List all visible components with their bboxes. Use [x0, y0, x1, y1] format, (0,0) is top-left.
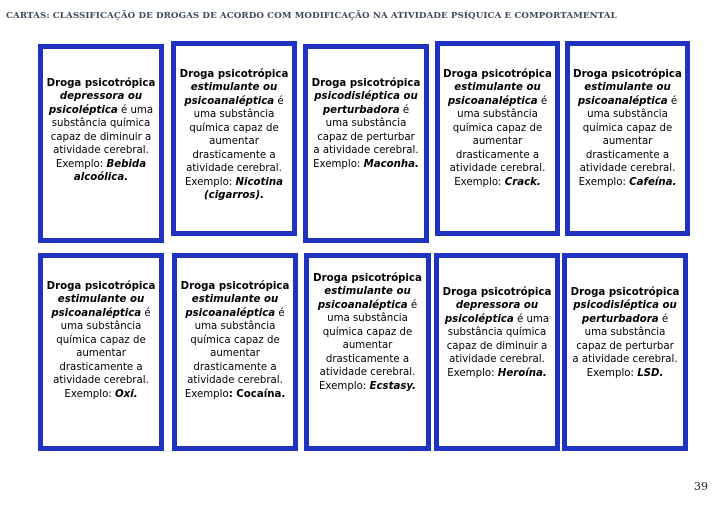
- card-line: [584, 81, 670, 94]
- card-text: drasticamente a: [59, 361, 143, 373]
- card-text: drasticamente a: [192, 149, 276, 161]
- card-text: uma substância: [60, 321, 142, 333]
- card-line: [323, 326, 412, 339]
- card-text: substância química: [51, 118, 151, 130]
- card-text: química capaz de: [322, 326, 413, 338]
- card-line: [58, 293, 144, 306]
- card-line: [56, 334, 145, 347]
- page-number: 39: [694, 480, 708, 493]
- card-text: ou: [399, 91, 418, 103]
- card-text: é uma: [117, 104, 154, 116]
- card-text: uma substância: [193, 109, 275, 121]
- card-text: estimulante ou: [57, 294, 145, 306]
- drug-card: [435, 41, 560, 236]
- card-text: (cigarros).: [204, 190, 264, 202]
- card-line: [192, 149, 275, 162]
- card-line: [185, 388, 285, 401]
- card-line: [320, 366, 416, 379]
- card-text: drasticamente a: [325, 353, 410, 365]
- card-line: [454, 176, 541, 189]
- card-line: [61, 320, 142, 333]
- card-text: Nicotina: [235, 176, 284, 188]
- card-line: [585, 326, 666, 339]
- card-text: drasticamente a: [455, 149, 540, 161]
- card-text: estimulante ou: [584, 82, 671, 94]
- card-text: Exemplo: [184, 388, 229, 400]
- card-line: [324, 285, 410, 298]
- card-text: atividade cerebral.: [449, 354, 545, 366]
- drug-card: [171, 41, 297, 236]
- card-line: [210, 347, 260, 360]
- card-text: atividade cerebral.: [53, 375, 149, 387]
- card-line: [313, 272, 422, 285]
- card-text: Ecstasy.: [369, 380, 416, 392]
- card-text: Droga psicotrópica: [570, 287, 680, 298]
- card-line: [586, 149, 669, 162]
- card-line: [317, 131, 415, 144]
- card-text: aumentar: [210, 348, 260, 360]
- card-line: [456, 299, 538, 312]
- card-text: é: [407, 299, 418, 311]
- card-text: depressora ou: [59, 91, 143, 103]
- card-line: [573, 68, 682, 81]
- drug-card: [38, 44, 164, 243]
- card-text: psicodisléptica: [573, 300, 659, 312]
- card-line: [60, 90, 142, 103]
- card-line: [445, 313, 549, 326]
- card-text: Droga psicotrópica: [311, 78, 421, 89]
- card-text: Oxi.: [114, 388, 138, 400]
- card-text: química capaz de: [452, 122, 543, 134]
- card-text: a atividade cerebral.: [313, 145, 419, 157]
- card-text: química capaz de: [582, 122, 673, 134]
- card-text: Crack.: [504, 176, 541, 188]
- card-text: é: [141, 307, 151, 319]
- card-text: capaz de diminuir a: [446, 340, 548, 352]
- card-line: [457, 108, 538, 121]
- card-line: [190, 334, 279, 347]
- card-text: ou: [658, 300, 677, 312]
- card-line: [184, 95, 283, 108]
- card-text: Exemplo:: [184, 176, 236, 188]
- card-text: uma substância: [325, 118, 407, 130]
- card-line: [579, 176, 677, 189]
- card-text: Droga psicotrópica: [46, 78, 156, 89]
- card-text: Droga psicotrópica: [46, 281, 156, 292]
- drug-card: [434, 253, 560, 451]
- card-line: [443, 286, 552, 299]
- card-line: [195, 320, 276, 333]
- card-text: química capaz de: [189, 122, 279, 134]
- card-line: [343, 339, 393, 352]
- card-line: [456, 149, 539, 162]
- card-text: substância química: [447, 327, 547, 339]
- card-line: [450, 162, 546, 175]
- card-line: [312, 77, 421, 90]
- card-line: [582, 313, 668, 326]
- card-text: é: [667, 95, 678, 107]
- drug-card: [38, 253, 164, 451]
- card-line: [587, 367, 664, 380]
- card-line: [191, 81, 277, 94]
- card-text: perturbadora: [581, 313, 659, 325]
- card-text: é: [399, 104, 410, 116]
- card-text: psicoanaléptica: [185, 307, 276, 319]
- card-text: Heroína.: [497, 367, 547, 379]
- card-line: [64, 388, 137, 401]
- card-text: estimulante ou: [191, 294, 279, 306]
- card-line: [185, 176, 283, 189]
- card-line: [189, 122, 278, 135]
- card-text: é: [275, 307, 285, 319]
- card-text: capaz de diminuir a: [50, 131, 152, 143]
- card-line: [186, 162, 282, 175]
- card-text: atividade cerebral.: [449, 163, 546, 175]
- card-text: psicoanaléptica: [184, 95, 275, 107]
- card-text: atividade cerebral.: [186, 163, 282, 175]
- card-text: atividade cerebral.: [319, 367, 416, 379]
- card-text: Exemplo:: [586, 367, 638, 379]
- card-line: [313, 144, 418, 157]
- card-line: [326, 353, 409, 366]
- card-line: [453, 122, 542, 135]
- card-text: química capaz de: [56, 334, 146, 346]
- card-text: aumentar: [342, 340, 393, 352]
- card-text: Bebida: [106, 158, 147, 170]
- card-text: Cafeína.: [629, 176, 677, 188]
- card-text: drasticamente a: [193, 361, 277, 373]
- card-text: estimulante ou: [324, 286, 411, 298]
- card-line: [319, 380, 416, 393]
- card-text: uma substância: [584, 327, 666, 339]
- card-line: [571, 286, 680, 299]
- card-line: [313, 158, 419, 171]
- card-line: [193, 361, 276, 374]
- card-text: Exemplo:: [578, 176, 630, 188]
- card-text: Maconha.: [363, 158, 419, 170]
- card-line: [326, 117, 407, 130]
- drug-card: [172, 253, 298, 451]
- card-text: Droga psicotrópica: [442, 287, 552, 298]
- card-text: aumentar: [472, 136, 523, 148]
- card-line: [587, 108, 668, 121]
- card-text: aumentar: [209, 136, 259, 148]
- card-text: uma substância: [587, 109, 668, 121]
- card-text: Droga psicotrópica: [443, 69, 552, 80]
- card-line: [603, 135, 653, 148]
- card-text: a atividade cerebral.: [572, 354, 678, 366]
- card-text: psicoanaléptica: [577, 95, 668, 107]
- card-text: estimulante ou: [454, 82, 541, 94]
- card-text: Exemplo:: [313, 158, 364, 170]
- card-line: [583, 122, 672, 135]
- card-text: psicodisléptica: [314, 91, 400, 103]
- card-line: [580, 162, 676, 175]
- card-line: [53, 144, 149, 157]
- card-line: [192, 293, 278, 306]
- card-text: uma substância: [457, 109, 538, 121]
- card-line: [572, 353, 677, 366]
- card-line: [187, 374, 283, 387]
- card-text: psicoléptica: [444, 313, 514, 325]
- card-line: [181, 280, 290, 293]
- card-text: depressora ou: [455, 300, 539, 312]
- card-line: [194, 108, 275, 121]
- card-text: Exemplo:: [319, 380, 370, 392]
- drug-card: [562, 253, 688, 451]
- card-text: drasticamente a: [585, 149, 670, 161]
- card-line: [443, 68, 552, 81]
- card-line: [51, 131, 152, 144]
- card-text: atividade cerebral.: [579, 163, 676, 175]
- card-text: uma substância: [327, 313, 408, 325]
- drug-card: [304, 253, 431, 451]
- card-text: Droga psicotrópica: [179, 69, 289, 80]
- card-text: perturbadora: [322, 104, 400, 116]
- card-line: [47, 77, 156, 90]
- card-line: [209, 135, 259, 148]
- card-line: [323, 104, 409, 117]
- card-text: Droga psicotrópica: [313, 273, 422, 284]
- card-line: [204, 189, 264, 202]
- card-text: uma substância: [194, 321, 276, 333]
- card-text: é uma: [513, 313, 550, 325]
- card-line: [51, 307, 150, 320]
- card-line: [59, 361, 142, 374]
- card-line: [449, 353, 545, 366]
- card-text: atividade cerebral.: [53, 145, 149, 157]
- card-text: estimulante ou: [190, 82, 278, 94]
- card-text: atividade cerebral.: [187, 375, 283, 387]
- card-text: psicoléptica: [48, 104, 118, 116]
- card-text: alcoólica.: [73, 172, 129, 184]
- card-text: química capaz de: [190, 334, 280, 346]
- card-text: Exemplo:: [447, 367, 498, 379]
- card-line: [576, 340, 674, 353]
- card-text: Droga psicotrópica: [180, 281, 290, 292]
- card-text: Droga psicotrópica: [573, 69, 682, 80]
- card-line: [578, 95, 677, 108]
- card-line: [47, 280, 156, 293]
- card-line: [180, 68, 289, 81]
- card-line: [447, 340, 548, 353]
- drug-card: [565, 41, 690, 236]
- drug-card: [303, 44, 429, 243]
- card-line: [74, 171, 128, 184]
- card-line: [448, 326, 547, 339]
- card-text: Exemplo:: [55, 158, 107, 170]
- card-text: Exemplo:: [64, 388, 115, 400]
- page-title: CARTAS: CLASSIFICAÇÃO DE DROGAS DE ACORDO COM MODIFICAÇÃO NA ATIVIDADE PSÍQUICA E COMPORTAMENTAL: [6, 11, 617, 21]
- card-text: Exemplo:: [454, 176, 505, 188]
- card-text: capaz de perturbar: [317, 131, 415, 143]
- card-line: [53, 374, 149, 387]
- card-text: capaz de perturbar: [576, 340, 674, 352]
- card-line: [52, 117, 151, 130]
- card-line: [447, 367, 547, 380]
- card-line: [573, 299, 677, 312]
- card-line: [76, 347, 126, 360]
- card-text: aumentar: [602, 136, 653, 148]
- card-line: [473, 135, 523, 148]
- card-text: : Cocaína.: [228, 388, 286, 400]
- card-text: é: [537, 95, 548, 107]
- card-text: aumentar: [76, 348, 126, 360]
- card-text: psicoanaléptica: [447, 95, 538, 107]
- card-line: [318, 299, 417, 312]
- card-text: é: [658, 313, 669, 325]
- card-text: psicoanaléptica: [51, 307, 142, 319]
- card-line: [314, 90, 418, 103]
- card-line: [49, 104, 153, 117]
- card-line: [56, 158, 146, 171]
- card-text: LSD.: [637, 367, 664, 379]
- card-line: [448, 95, 547, 108]
- card-line: [327, 312, 408, 325]
- card-text: é: [274, 95, 284, 107]
- card-line: [454, 81, 540, 94]
- card-line: [185, 307, 284, 320]
- card-text: psicoanaléptica: [317, 299, 408, 311]
